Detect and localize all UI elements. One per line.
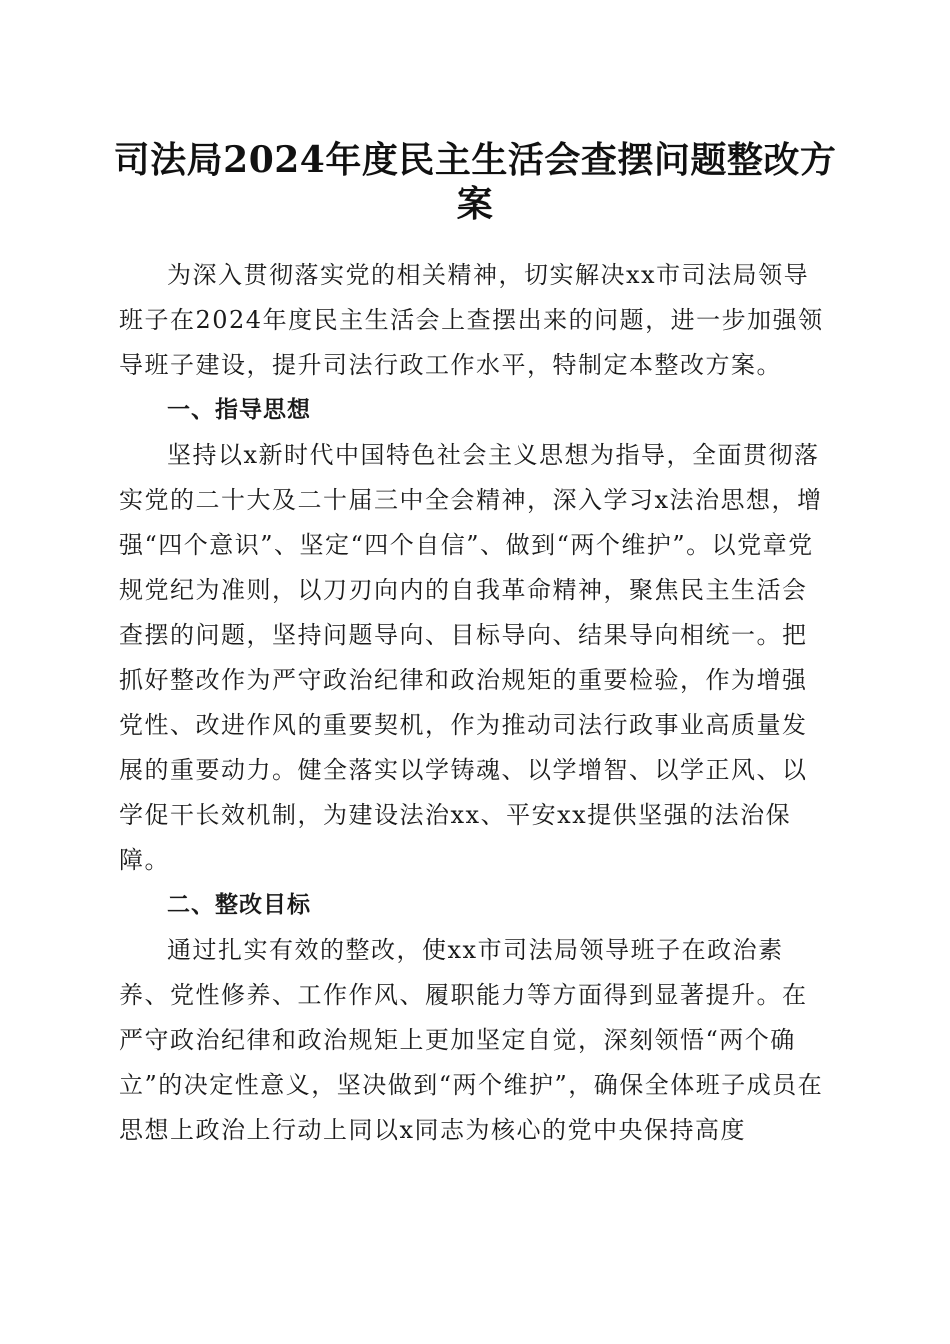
intro-paragraph: 为深入贯彻落实党的相关精神，切实解决xx市司法局领导班子在2024年度民主生活会上查摆出来的问题，进一步加强领导班子建设，提升司法行政工作水平，特制定本整改方案。 [119, 261, 824, 379]
document-title: 司法局2024年度民主生活会查摆问题整改方案 [113, 139, 837, 225]
section-heading-rectification-goals: 二、整改目标 [167, 892, 311, 918]
section-body-guiding-ideology: 坚持以x新时代中国特色社会主义思想为指导，全面贯彻落实党的二十大及二十届三中全会精神，深入学习x法治思想，增强“四个意识”、坚定“四个自信”、做到“两个维护”。以党章党规党纪为准则，以刀刃向内的自我革命精神，聚焦民主生活会查摆的问题，坚持问题导向、目标导向、结果导向相统一。把抓好整改作为严守政治纪律和政治规矩的重要检验，作为增强党性、改进作风的重要契机，作为推动司法行政事业高质量发展的重要动力。健全落实以学铸魂、以学增智、以学正风、以学促干长效机制，为建设法治xx、平安xx提供坚强的法治保障。 [119, 441, 823, 874]
section-heading-guiding-ideology: 一、指导思想 [167, 397, 311, 423]
section-body-rectification-goals: 通过扎实有效的整改，使xx市司法局领导班子在政治素养、党性修养、工作作风、履职能力等方面得到显著提升。在严守政治纪律和政治规矩上更加坚定自觉，深刻领悟“两个确立”的决定性意义，坚决做到“两个维护”，确保全体班子成员在思想上政治上行动上同以x同志为核心的党中央保持高度 [119, 936, 824, 1144]
document-body [119, 253, 831, 1153]
